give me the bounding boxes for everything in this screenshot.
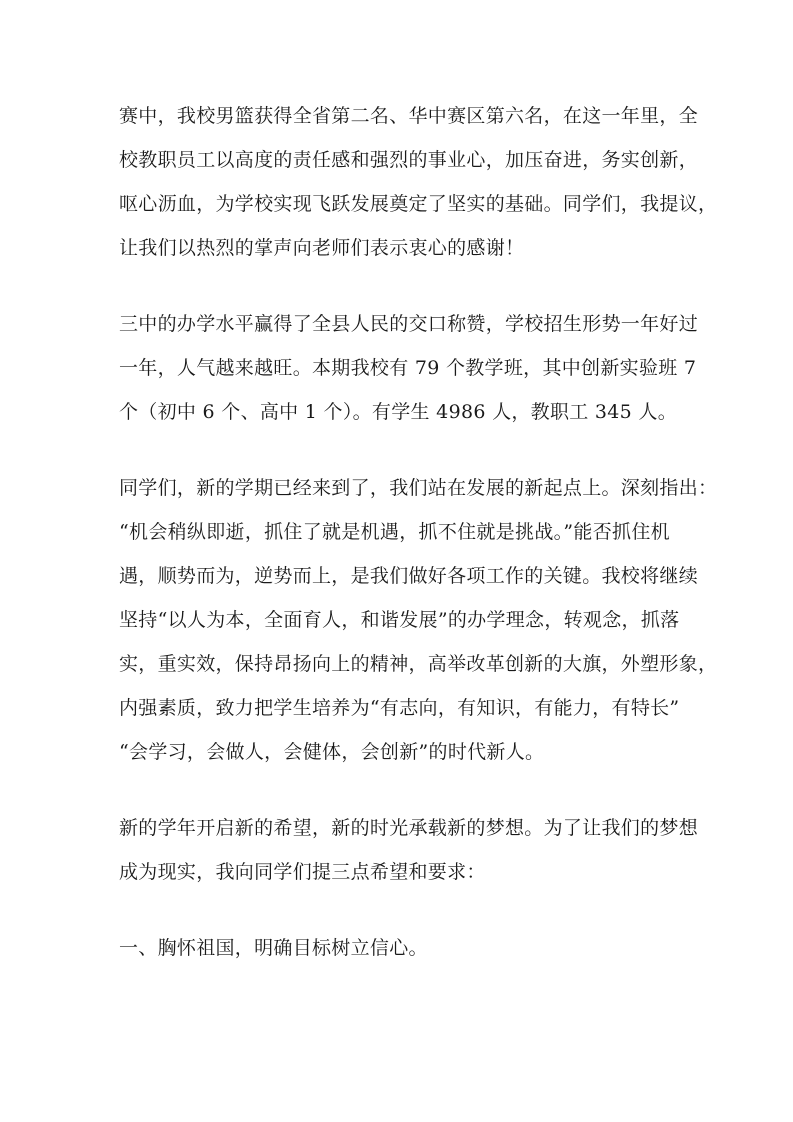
paragraph-line: 校教职员工以高度的责任感和强烈的事业心，加压奋进，务实创新， [119, 149, 699, 171]
paragraph-line: 成为现实，我向同学们提三点希望和要求： [119, 861, 486, 883]
paragraph-line: “会学习，会做人，会健体，会创新”的时代新人。 [119, 741, 545, 763]
paragraph-line: 一、胸怀祖国，明确目标树立信心。 [119, 937, 428, 959]
paragraph-line: 一年，人气越来越旺。本期我校有 79 个教学班，其中创新实验班 7 [119, 357, 697, 379]
paragraph-line: 遇，顺势而为，逆势而上，是我们做好各项工作的关键。我校将继续 [119, 565, 699, 587]
paragraph-line: 内强素质，致力把学生培养为“有志向，有知识，有能力，有特长” [119, 697, 680, 719]
paragraph-line: 新的学年开启新的希望，新的时光承载新的梦想。为了让我们的梦想 [119, 817, 699, 839]
paragraph-line: 坚持“以人为本，全面育人，和谐发展”的办学理念，转观念，抓落 [119, 609, 680, 631]
paragraph-line: “机会稍纵即逝，抓住了就是机遇，抓不住就是挑战。”能否抓住机 [119, 521, 670, 543]
paragraph-line: 呕心沥血，为学校实现飞跃发展奠定了坚实的基础。同学们，我提议， [119, 193, 718, 215]
paragraph-line: 让我们以热烈的掌声向老师们表示衷心的感谢！ [119, 237, 525, 259]
paragraph-line: 同学们，新的学期已经来到了，我们站在发展的新起点上。深刻指出： [119, 477, 718, 499]
paragraph-line: 赛中，我校男篮获得全省第二名、华中赛区第六名，在这一年里，全 [119, 105, 699, 127]
paragraph-line: 三中的办学水平赢得了全县人民的交口称赞，学校招生形势一年好过 [119, 313, 699, 335]
paragraph-line: 实，重实效，保持昂扬向上的精神，高举改革创新的大旗，外塑形象， [119, 653, 718, 675]
paragraph-line: 个（初中 6 个、高中 1 个）。有学生 4986 人，教职工 345 人。 [119, 401, 678, 423]
